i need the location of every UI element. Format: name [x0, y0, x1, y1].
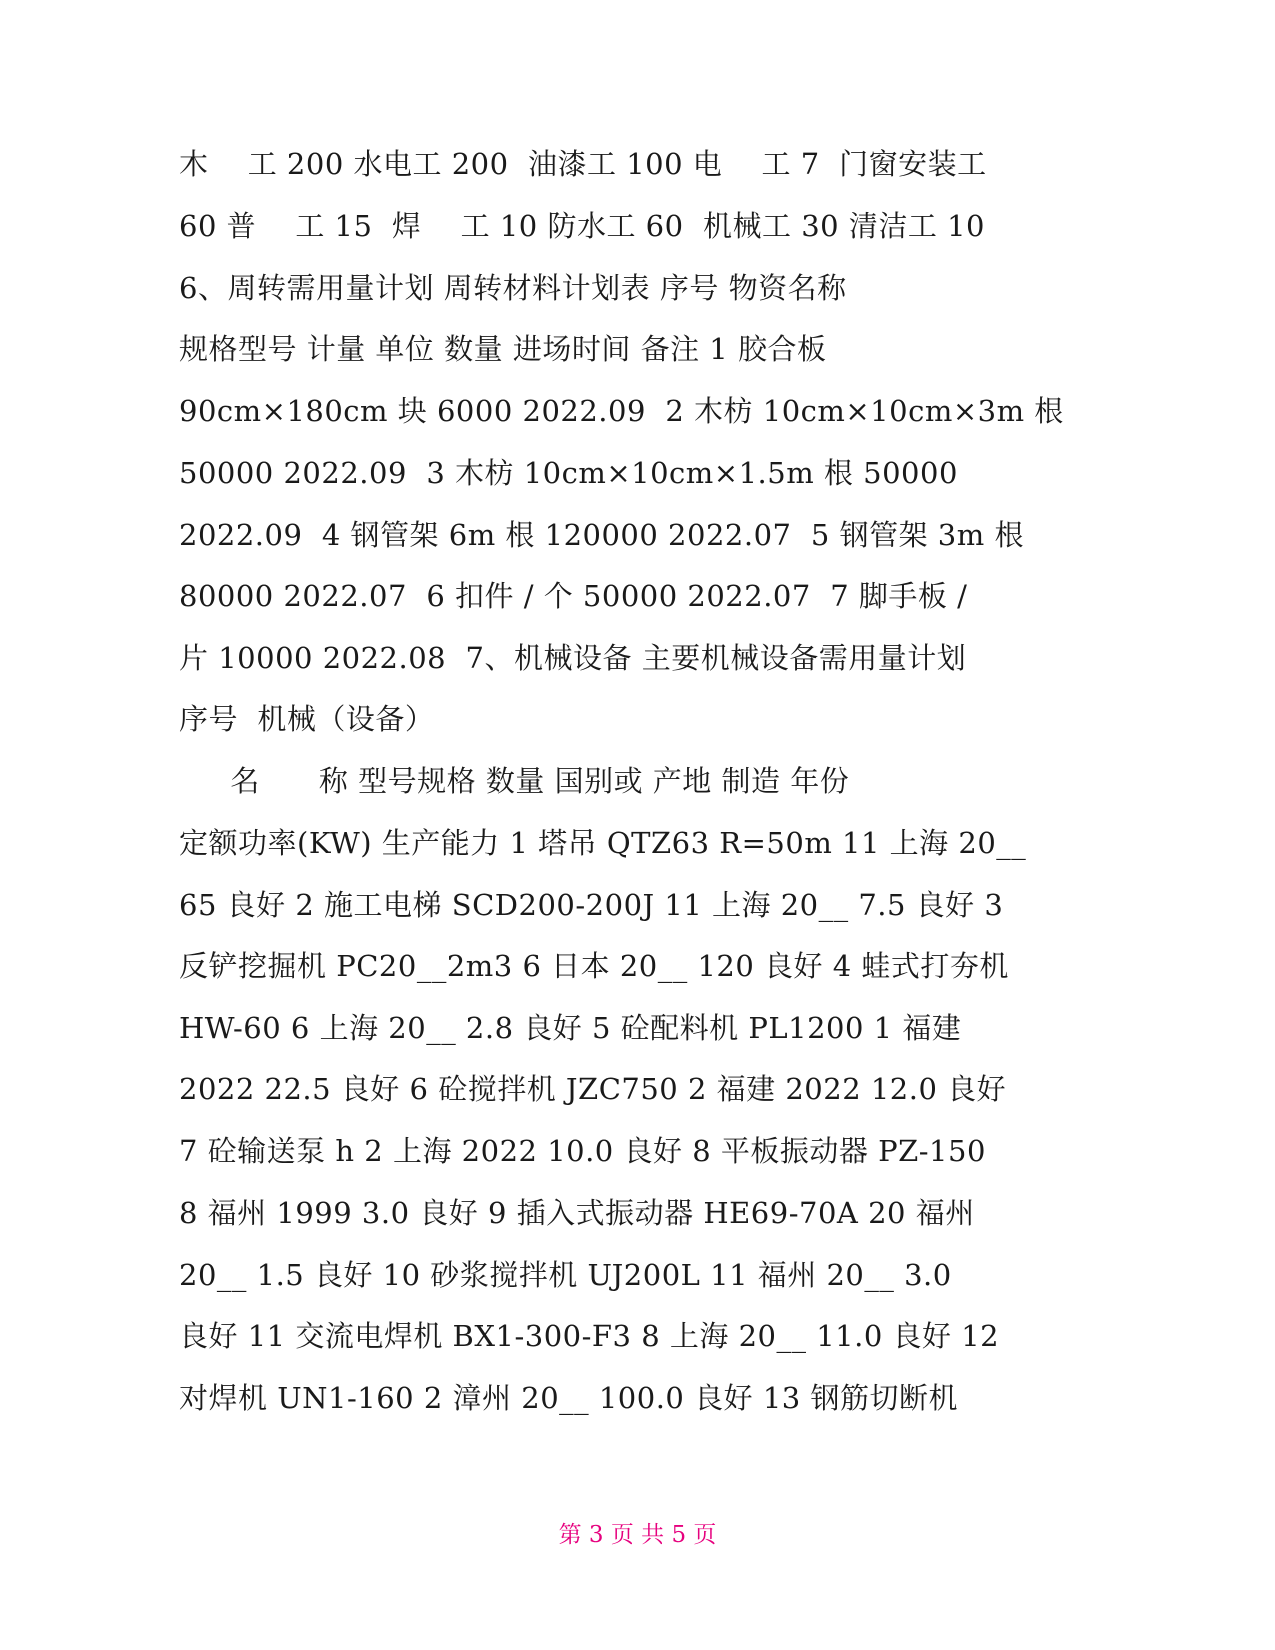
page-number-footer: 第 3 页 共 5 页 [558, 1522, 717, 1548]
text-line: 定额功率(KW) 生产能力 1 塔吊 QTZ63 R=50m 11 上海 20__ [179, 826, 1027, 860]
text-line: 8 福州 1999 3.0 良好 9 插入式振动器 HE69-70A 20 福州 [179, 1196, 975, 1230]
text-line: 50000 2022.09 3 木枋 10cm×10cm×1.5m 根 50000 [179, 456, 958, 490]
text-line: 90cm×180cm 块 6000 2022.09 2 木枋 10cm×10cm×3m 根 [179, 394, 1064, 428]
text-line: 2022.09 4 钢管架 6m 根 120000 2022.07 5 钢管架 3m 根 [179, 518, 1024, 552]
text-line: 80000 2022.07 6 扣件 / 个 50000 2022.07 7 脚手板 / [179, 579, 968, 613]
text-line: 65 良好 2 施工电梯 SCD200-200J 11 上海 20__ 7.5 良好 3 [179, 888, 1004, 922]
text-line: 木 工 200 水电工 200 油漆工 100 电 工 7 门窗安装工 [179, 147, 987, 181]
text-line: 反铲挖掘机 PC20__2m3 6 日本 20__ 120 良好 4 蛙式打夯机 [179, 949, 1009, 983]
text-line: 名 称 型号规格 数量 国别或 产地 制造 年份 [211, 764, 850, 798]
text-line: 对焊机 UN1-160 2 漳州 20__ 100.0 良好 13 钢筋切断机 [179, 1381, 958, 1415]
text-line: 6、周转需用量计划 周转材料计划表 序号 物资名称 [179, 271, 847, 305]
text-line: 规格型号 计量 单位 数量 进场时间 备注 1 胶合板 [179, 332, 827, 366]
text-line: 60 普 工 15 焊 工 10 防水工 60 机械工 30 清洁工 10 [179, 209, 985, 243]
text-line: 2022 22.5 良好 6 砼搅拌机 JZC750 2 福建 2022 12.0 良好 [179, 1072, 1007, 1106]
text-line: 序号 机械（设备） [179, 702, 435, 736]
text-line: 20__ 1.5 良好 10 砂浆搅拌机 UJ200L 11 福州 20__ 3.0 [179, 1258, 952, 1292]
text-line: 片 10000 2022.08 7、机械设备 主要机械设备需用量计划 [179, 641, 967, 675]
text-line: 7 砼输送泵 h 2 上海 2022 10.0 良好 8 平板振动器 PZ-150 [179, 1134, 986, 1168]
text-line: HW-60 6 上海 20__ 2.8 良好 5 砼配料机 PL1200 1 福建 [179, 1011, 962, 1045]
text-line: 良好 11 交流电焊机 BX1-300-F3 8 上海 20__ 11.0 良好 12 [179, 1319, 1000, 1353]
